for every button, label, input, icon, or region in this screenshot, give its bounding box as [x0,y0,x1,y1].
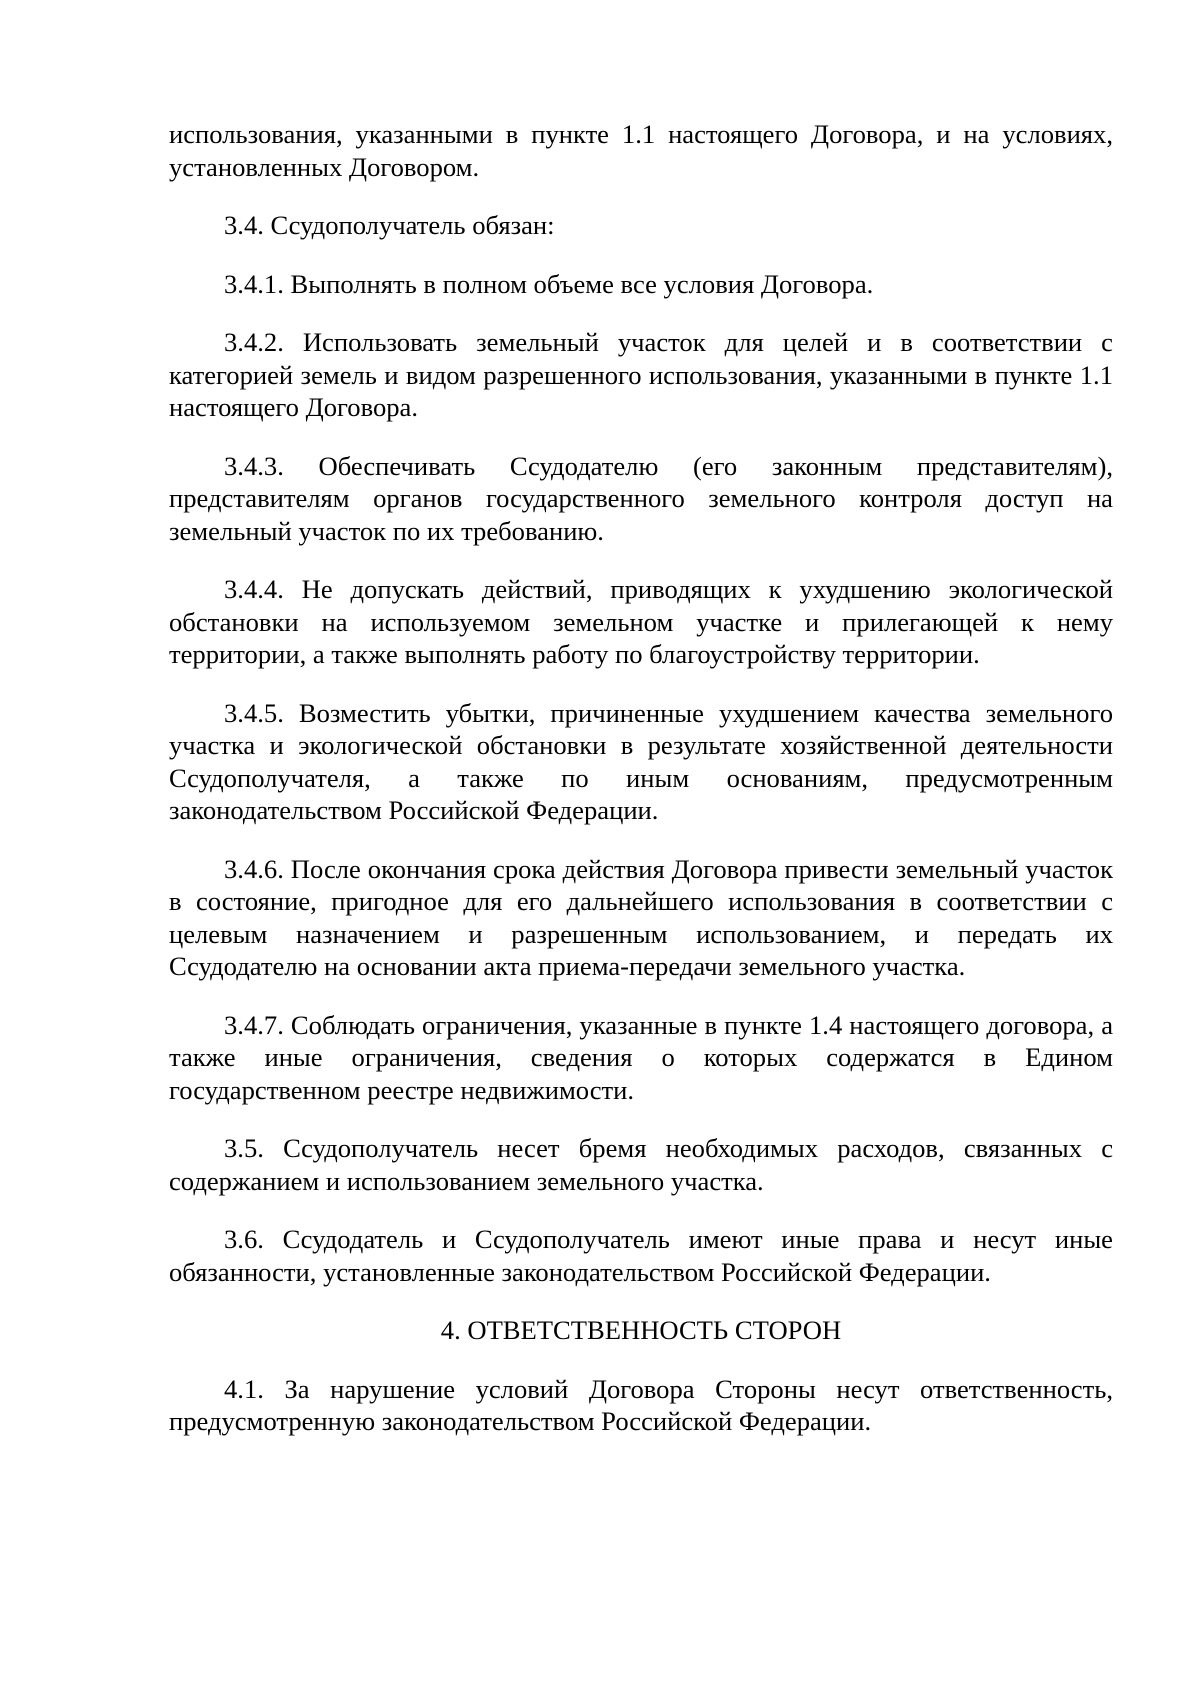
paragraph-3-4-4: 3.4.4. Не допускать действий, приводящих к ухудшению экологической обстановки на используемом земельном участке и прилегающей к нему территории, а также выполнять работу по благоустройству территории. [169,574,1113,669]
paragraph-3-4-5: 3.4.5. Возместить убытки, причиненные ухудшением качества земельного участка и экологической обстановки в результате хозяйственной деятельности Ссудополучателя, а также по иным основаниям, предусмотренным законодательством Российской Федерации. [169,697,1113,825]
document-page [169,118,1113,1464]
paragraph-continuation: использования, указанными в пункте 1.1 настоящего Договора, и на условиях, установленных Договором. [169,119,1113,182]
paragraph-3-4: 3.4. Ссудополучатель обязан: [224,210,555,240]
paragraph-3-4-1: 3.4.1. Выполнять в полном объеме все условия Договора. [224,268,874,299]
paragraph-3-5: 3.5. Ссудополучатель несет бремя необходимых расходов, связанных с содержанием и использованием земельного участка. [169,1133,1113,1196]
paragraph-3-6: 3.6. Ссудодатель и Ссудополучатель имеют иные права и несут иные обязанности, установленные законодательством Российской Федерации. [169,1224,1113,1287]
paragraph-3-4-2: 3.4.2. Использовать земельный участок для целей и в соответствии с категорией земель и видом разрешенного использования, указанными в пункте 1.1 настоящего Договора. [169,327,1113,422]
section-heading-4: 4. ОТВЕТСТВЕННОСТЬ СТОРОН [440,1315,842,1345]
paragraph-3-4-6: 3.4.6. После окончания срока действия Договора привести земельный участок в состояние, пригодное для его дальнейшего использования в соответствии с целевым назначением и разрешенным использованием, и передать их Ссудодателю на основании акта приема-передачи земельного участка. [169,853,1113,981]
paragraph-3-4-3: 3.4.3. Обеспечивать Ссудодателю (его законным представителям), представителям органов государственного земельного контроля доступ на земельный участок по их требованию. [169,450,1113,546]
paragraph-4-1: 4.1. За нарушение условий Договора Стороны несут ответственность, предусмотренную законодательством Российской Федерации. [169,1373,1113,1436]
paragraph-3-4-7: 3.4.7. Соблюдать ограничения, указанные в пункте 1.4 настоящего договора, а также иные ограничения, сведения о которых содержатся в Едином государственном реестре недвижимости. [169,1009,1113,1105]
